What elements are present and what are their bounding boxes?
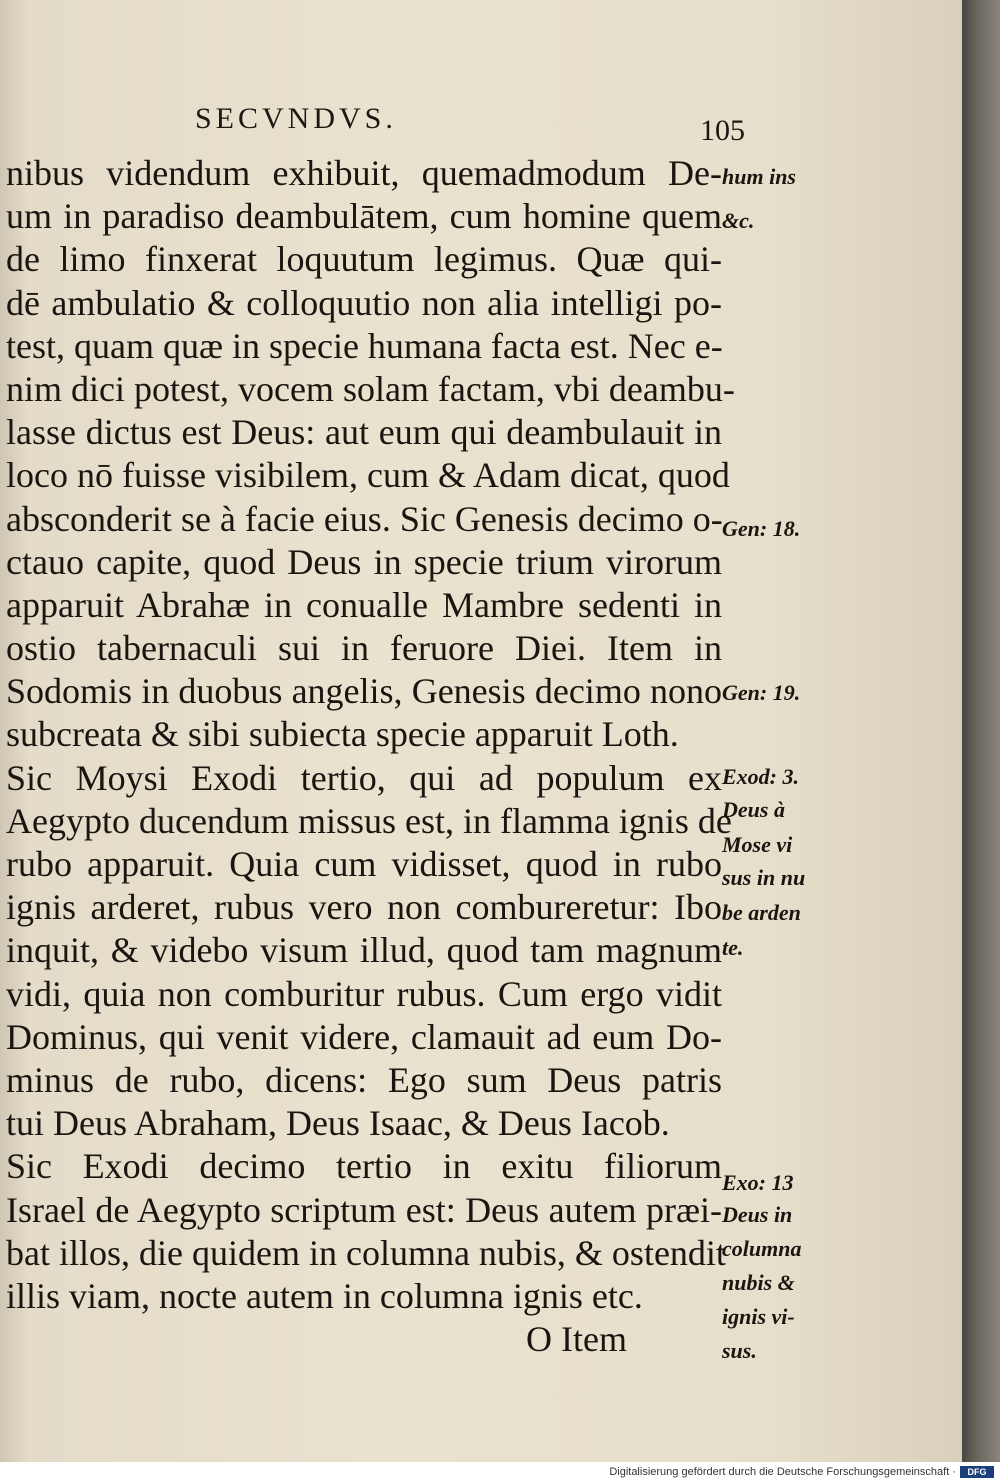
text-line: rubo apparuit. Quia cum vidisset, quod in rubo — [6, 844, 722, 884]
footer-credit: Digitalisierung gefördert durch die Deutsche Forschungsgemeinschaft · — [609, 1466, 956, 1478]
margin-note: Exo: 13 — [722, 1170, 794, 1195]
text-line: subcreata & sibi subiecta specie apparuit Loth. — [6, 714, 679, 755]
text-line: ctauo capite, quod Deus in specie trium virorum — [6, 541, 722, 582]
text-line: O Item — [526, 1319, 627, 1360]
digitization-footer — [0, 1462, 1000, 1482]
text-line: Israel de Aegypto scriptum est: Deus autem præi- — [6, 1189, 722, 1230]
margin-note: Deus in — [722, 1202, 793, 1227]
text-line: loco nō fuisse visibilem, cum & Adam dicat, quod — [6, 455, 730, 496]
text-line: apparuit Abrahæ in conualle Mambre sedenti in — [6, 584, 722, 625]
text-line: bat illos, die quidem in columna nubis, & ostendit — [6, 1232, 726, 1273]
text-line: test, quam quæ in specie humana facta est. Nec e- — [6, 325, 723, 366]
margin-note: Mose vi — [722, 832, 793, 857]
margin-note: nubis & — [722, 1270, 795, 1295]
margin-note: columna — [722, 1236, 802, 1261]
text-line: Sic Moysi Exodi tertio, qui ad populum ex — [6, 757, 722, 798]
folio-number: 105 — [700, 114, 745, 147]
margin-note: be arden — [722, 900, 801, 925]
text-line: ignis arderet, rubus vero non combureretur: Ibo — [6, 887, 722, 928]
margin-note: Deus à — [722, 797, 785, 822]
margin-note: Gen: 19. — [722, 680, 801, 705]
text-line: minus de rubo, dicens: Ego sum Deus patris — [6, 1059, 722, 1100]
page-edge — [962, 0, 1000, 1462]
margin-note: Exod: 3. — [722, 764, 799, 789]
margin-note: hum ins — [722, 164, 796, 189]
text-line: Sodomis in duobus angelis, Genesis decimo nono — [6, 671, 722, 712]
margin-note: sus. — [722, 1338, 757, 1363]
text-line: Dominus, qui venit videre, clamauit ad eum Do- — [6, 1016, 722, 1057]
text-line: nibus videndum exhibuit, quemadmodum De- — [6, 153, 722, 193]
dfg-logo: DFG — [960, 1466, 994, 1478]
text-line: lasse dictus est Deus: aut eum qui deambulauit in — [6, 412, 722, 453]
running-title: SECVNDVS. — [195, 102, 397, 135]
margin-note: Gen: 18. — [722, 516, 801, 541]
text-line: inquit, & videbo visum illud, quod tam magnum — [6, 930, 722, 971]
text-line: illis viam, nocte autem in columna ignis etc. — [6, 1275, 643, 1316]
text-line: nim dici potest, vocem solam factam, vbi deambu- — [6, 368, 735, 409]
text-line: vidi, quia non comburitur rubus. Cum ergo vidit — [6, 973, 722, 1014]
margin-note: sus in nu — [722, 865, 806, 890]
text-line: Sic Exodi decimo tertio in exitu filiorum — [6, 1146, 722, 1187]
margin-note: te. — [722, 935, 744, 960]
text-line: um in paradiso deambulātem, cum homine quem — [6, 196, 722, 237]
text-line: de limo finxerat loquutum legimus. Quæ qui- — [6, 239, 722, 280]
main-text-block — [6, 152, 735, 1361]
text-line: ostio tabernaculi sui in feruore Diei. Item in — [6, 628, 722, 669]
text-line: tui Deus Abraham, Deus Isaac, & Deus Iacob. — [6, 1103, 670, 1144]
text-line: dē ambulatio & colloquutio non alia intelligi po- — [6, 282, 722, 323]
margin-note: &c. — [722, 208, 755, 233]
margin-note: ignis vi- — [722, 1304, 795, 1329]
text-line: Aegypto ducendum missus est, in flamma ignis de — [6, 800, 732, 841]
text-line: absconderit se à facie eius. Sic Genesis decimo o- — [6, 498, 723, 539]
